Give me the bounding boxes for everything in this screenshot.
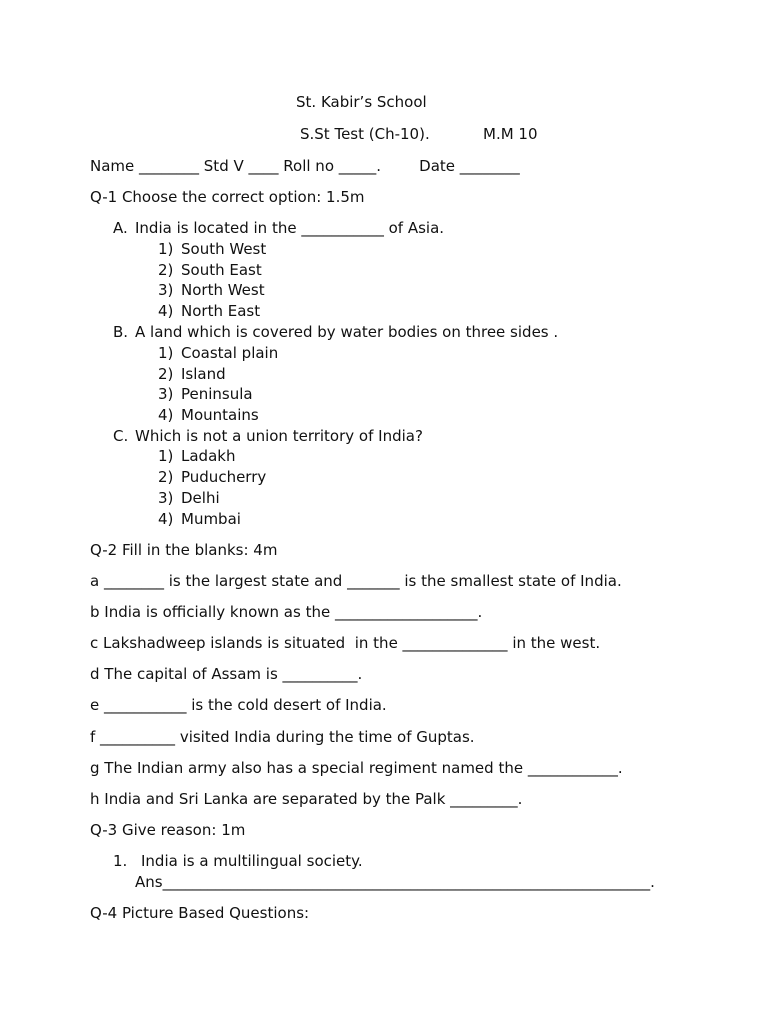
q1-item-a-letter: A. [113, 219, 128, 237]
q2-line-g: g The Indian army also has a special regiment named the ____________. [90, 759, 623, 777]
option-number: 4) [158, 510, 174, 528]
option-number: 1) [158, 447, 174, 465]
q1-item-b-letter: B. [113, 323, 129, 341]
q1-item-b-question: A land which is covered by water bodies on three sides . [135, 323, 559, 341]
option-number: 2) [158, 261, 174, 279]
option-text: Coastal plain [181, 344, 279, 362]
option-text: Delhi [181, 489, 220, 507]
option-number: 4) [158, 302, 174, 320]
q2-line-e: e ___________ is the cold desert of India. [90, 696, 387, 714]
test-title: S.St Test (Ch-10). [300, 125, 430, 143]
q2-line-b: b India is officially known as the ___________________. [90, 603, 483, 621]
q3-heading: Q-3 Give reason: 1m [90, 821, 246, 839]
school-name: St. Kabir’s School [296, 93, 427, 111]
max-marks: M.M 10 [483, 125, 538, 143]
option-number: 1) [158, 240, 174, 258]
student-info-line: Name ________ Std V ____ Roll no _____. Date ________ [90, 157, 520, 175]
option-number: 2) [158, 468, 174, 486]
q3-item-number: 1. [113, 852, 128, 870]
q2-heading: Q-2 Fill in the blanks: 4m [90, 541, 278, 559]
option-number: 4) [158, 406, 174, 424]
q4-heading: Q-4 Picture Based Questions: [90, 904, 310, 922]
option-text: Ladakh [181, 447, 236, 465]
option-text: North East [181, 302, 261, 320]
option-text: Puducherry [181, 468, 267, 486]
option-number: 3) [158, 281, 174, 299]
option-text: Mumbai [181, 510, 241, 528]
option-number: 2) [158, 365, 174, 383]
option-text: South West [181, 240, 267, 258]
q1-item-a-question: India is located in the ___________ of Asia. [135, 219, 445, 237]
q2-line-d: d The capital of Assam is __________. [90, 665, 363, 683]
q1-item-c-question: Which is not a union territory of India? [135, 427, 423, 445]
q1-heading: Q-1 Choose the correct option: 1.5m [90, 188, 365, 206]
option-number: 3) [158, 385, 174, 403]
q3-answer-line: Ans_________________________________________________________________. [135, 873, 655, 891]
option-number: 1) [158, 344, 174, 362]
q2-line-h: h India and Sri Lanka are separated by the Palk _________. [90, 790, 523, 808]
option-text: North West [181, 281, 265, 299]
option-number: 3) [158, 489, 174, 507]
option-text: Island [181, 365, 226, 383]
option-text: South East [181, 261, 262, 279]
q2-line-f: f __________ visited India during the time of Guptas. [90, 728, 475, 746]
option-text: Peninsula [181, 385, 253, 403]
q2-line-a: a ________ is the largest state and _______ is the smallest state of India. [90, 572, 622, 590]
option-text: Mountains [181, 406, 259, 424]
q2-line-c: c Lakshadweep islands is situated in the ______________ in the west. [90, 634, 601, 652]
q1-item-c-letter: C. [113, 427, 129, 445]
q3-item-text: India is a multilingual society. [141, 852, 363, 870]
